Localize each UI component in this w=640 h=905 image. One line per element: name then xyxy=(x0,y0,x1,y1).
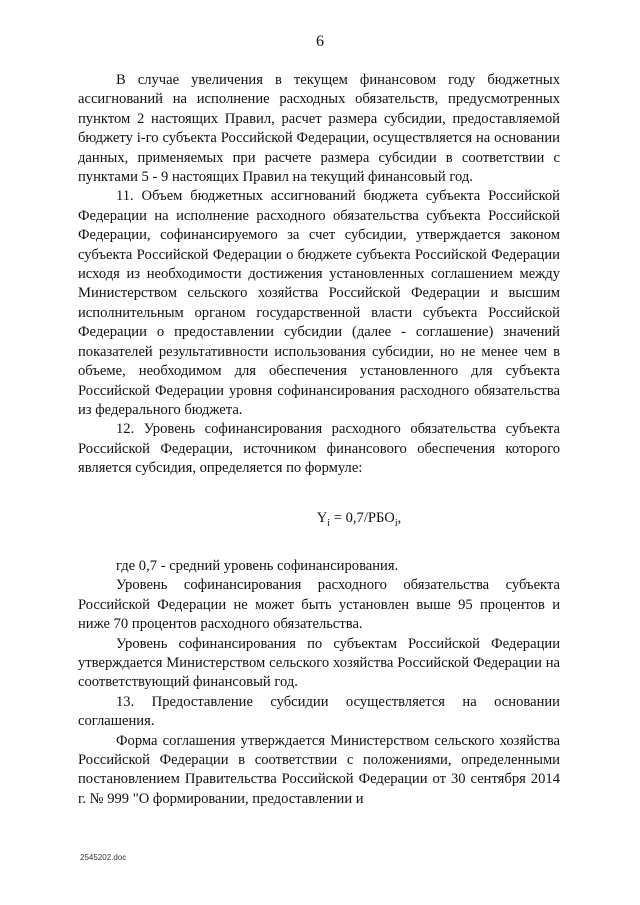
formula-lhs-subscript: i xyxy=(327,517,331,529)
formula-rhs-subscript: i xyxy=(394,517,398,529)
paragraph-formula-note: где 0,7 - средний уровень софинансирования. xyxy=(116,557,399,574)
paragraph-agreement-form: Форма соглашения утверждается Министерством сельского хозяйства Российской Федерации в соответствии с положениями, определенными постановлением Правительства Российской Федерации от 30 сентября 2014 г. № 999 "О формировании, предоставлении и xyxy=(78,732,560,807)
formula-lhs: Y xyxy=(316,509,328,526)
paragraph-clause-11: 11. Объем бюджетных ассигнований бюджета субъекта Российской Федерации на исполнение расходного обязательства субъекта Российской Федерации, софинансируемого за счет субсидии, утверждается законом субъекта Российской Федерации о бюджете субъекта Российской Федерации исходя из необходимости достижения установленных соглашением между Министерством сельского хозяйства Российской Федерации и высшим исполнительным органом государственной власти субъекта Российской Федерации о предоставлении субсидии (далее - соглашение) значений показателей результативности использования субсидии, но не менее чем в объеме, необходимом для обеспечения установленного для субъекта Российской Федерации уровня софинансирования расходного обязательства из федерального бюджета. xyxy=(78,188,560,418)
document-body xyxy=(78,71,560,809)
footer-filename: 2545202.doc xyxy=(80,853,127,862)
paragraph-budget-increase: В случае увеличения в текущем финансовом году бюджетных ассигнований на исполнение расходных обязательств, предусмотренных пунктом 2 настоящих Правил, расчет размера субсидии, предоставляемой бюджету i-го субъекта Российской Федерации, осуществляется на основании данных, применяемых при расчете размера субсидии в соответствии с пунктами 5 - 9 настоящих Правил на текущий финансовый год. xyxy=(78,72,560,186)
paragraph-clause-13: 13. Предоставление субсидии осуществляется на основании соглашения. xyxy=(78,693,560,730)
formula-tail: , xyxy=(397,509,402,526)
paragraph-cofinancing-limits: Уровень софинансирования расходного обязательства субъекта Российской Федерации не может быть установлен выше 95 процентов и ниже 70 процентов расходного обязательства. xyxy=(78,577,560,633)
formula-rhs: = 0,7/РБО xyxy=(330,509,395,526)
paragraph-cofinancing-approval: Уровень софинансирования по субъектам Российской Федерации утверждается Министерством сельского хозяйства Российской Федерации на соответствующий финансовый год. xyxy=(78,635,560,691)
page-number: 6 xyxy=(316,33,324,50)
cofinancing-formula xyxy=(78,509,560,528)
paragraph-clause-12: 12. Уровень софинансирования расходного обязательства субъекта Российской Федерации, источником финансового обеспечения которого является субсидия, определяется по формуле: xyxy=(78,421,560,477)
